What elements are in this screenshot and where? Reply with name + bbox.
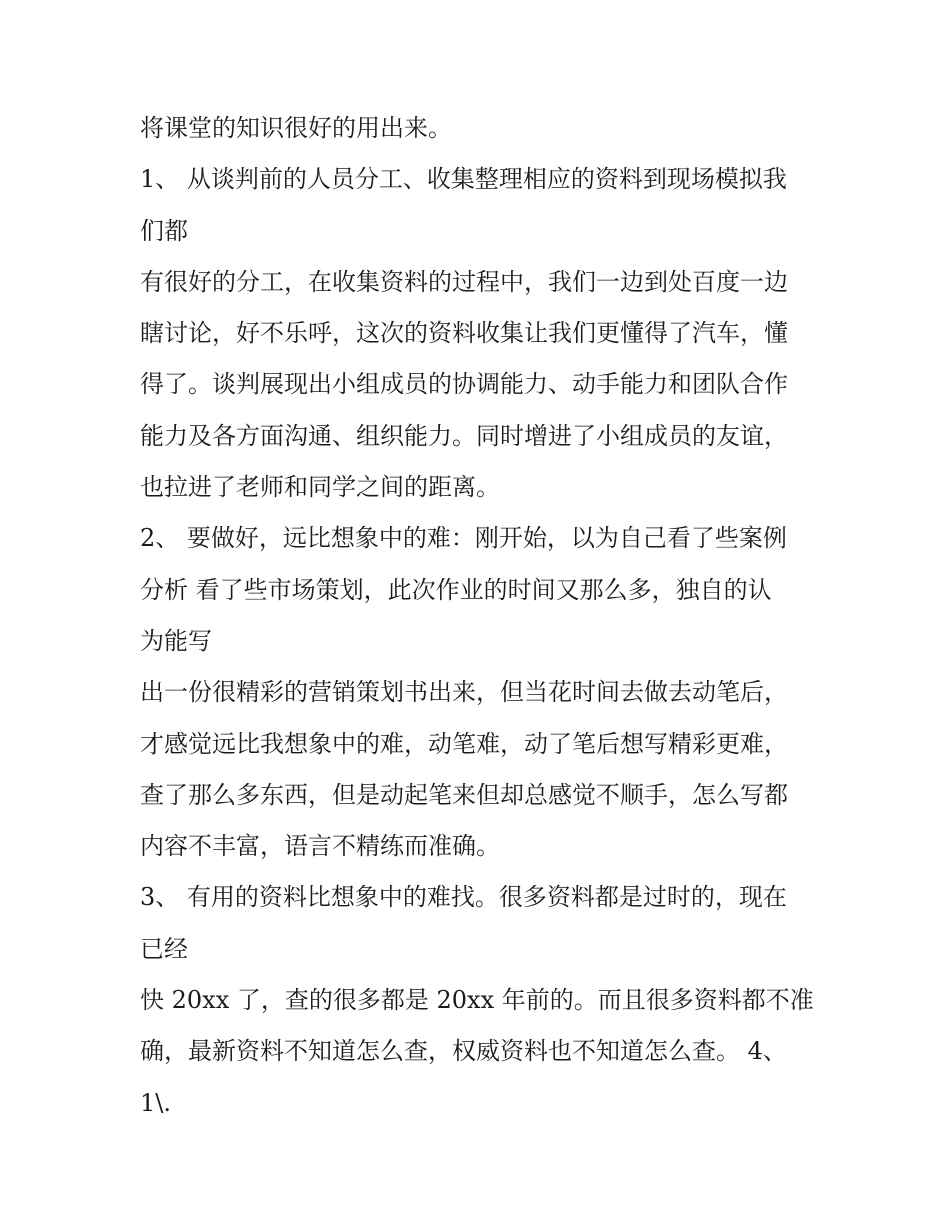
text-line: 们都 [140, 216, 188, 245]
list-item-2-line: 2、 要做好，远比想象中的难：刚开始，以为自己看了些案例 [140, 524, 787, 553]
text-line: 得了。谈判展现出小组成员的协调能力、动手能力和团队合作 [140, 370, 788, 399]
body-text [140, 103, 830, 1129]
text-line: 分析 看了些市场策划，此次作业的时间又那么多，独自的认 [140, 575, 772, 604]
text-line: 也拉进了老师和同学之间的距离。 [140, 473, 500, 502]
text-line: 快 20xx 了，查的很多都是 20xx 年前的。而且很多资料都不准 [140, 986, 814, 1015]
text-line: 能力及各方面沟通、组织能力。同时增进了小组成员的友谊， [140, 421, 788, 450]
text-line: 才感觉远比我想象中的难，动笔难，动了笔后想写精彩更难， [140, 729, 788, 758]
text-line: 有很好的分工，在收集资料的过程中，我们一边到处百度一边 [140, 267, 788, 296]
text-line: 内容不丰富，语言不精练而准确。 [140, 832, 500, 861]
text-line: 将课堂的知识很好的用出来。 [140, 114, 452, 142]
text-line: 1\. [140, 1088, 171, 1117]
text-line: 查了那么多东西，但是动起笔来但却总感觉不顺手，怎么写都 [140, 780, 788, 809]
list-item-1-line: 1、 从谈判前的人员分工、收集整理相应的资料到现场模拟我 [140, 165, 787, 194]
text-line: 已经 [140, 934, 188, 963]
text-line: 为能写 [140, 626, 212, 655]
text-line: 瞎讨论，好不乐呼，这次的资料收集让我们更懂得了汽车，懂 [140, 319, 788, 348]
text-line: 出一份很精彩的营销策划书出来，但当花时间去做去动笔后， [140, 678, 788, 707]
list-item-3-line: 3、 有用的资料比想象中的难找。很多资料都是过时的，现在 [140, 883, 787, 912]
text-line: 确，最新资料不知道怎么查，权威资料也不知道怎么查。 4、 [140, 1037, 787, 1066]
